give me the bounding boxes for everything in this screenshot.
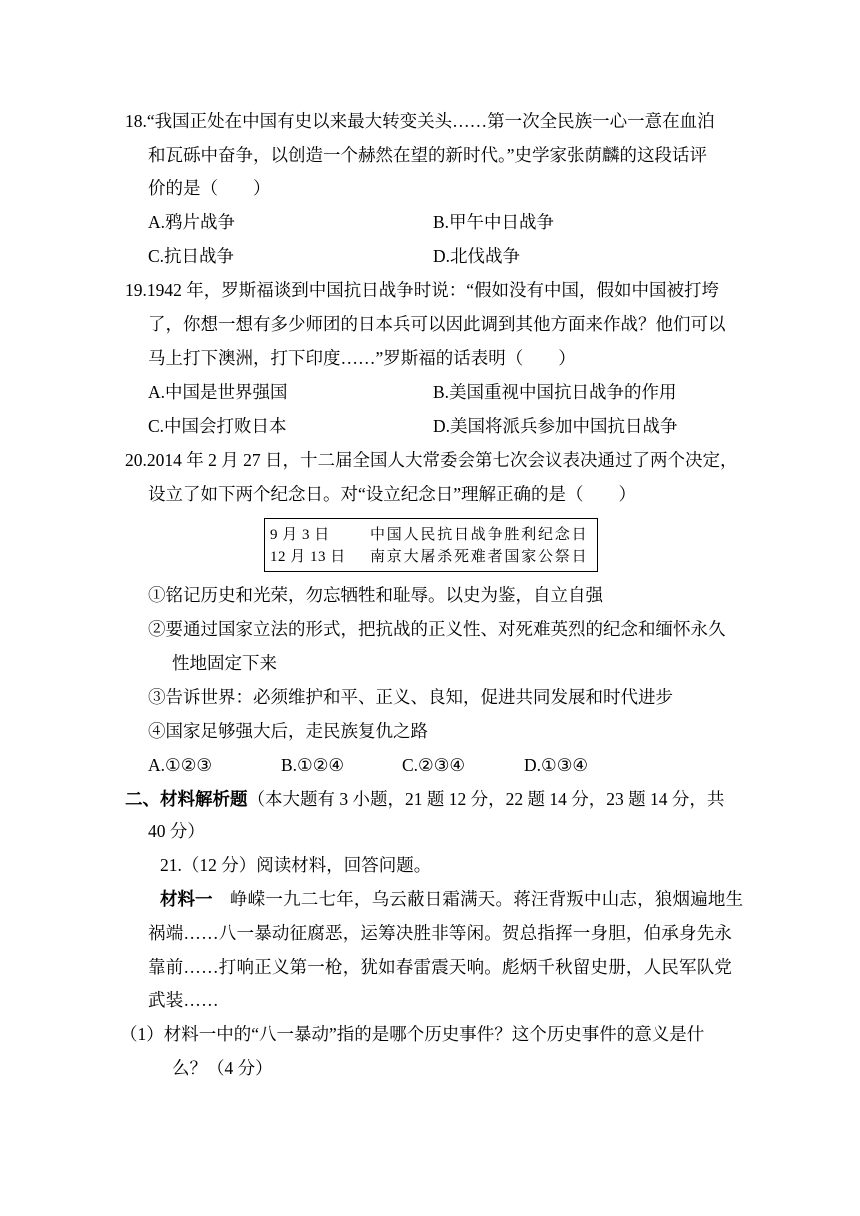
q20-statement-3: ③告诉世界：必须维护和平、正义、良知，促进共同发展和时代进步 [148,687,673,707]
q19-option-c: C.中国会打败日本 [148,416,287,436]
q19-stem-line-2: 了，你想一想有多少师团的日本兵可以因此调到其他方面来作战？他们可以 [148,314,726,334]
q20-option-b: B.①②④ [281,755,345,775]
material-line: 祸端……八一暴动征腐恶，运筹决胜非等闲。贺总指挥一身胆，伯承身先永 [148,923,733,943]
q19-stem-line-3: 马上打下澳洲，打下印度……”罗斯福的话表明（ ） [148,348,576,368]
q19-option-a: A.中国是世界强国 [148,382,288,402]
memorial-name: 南京大屠杀死难者国家公祭日 [370,549,589,565]
memorial-date: 12 月 13 日 [270,549,346,565]
material-line: 峥嵘一九二七年，乌云蔽日霜满天。蒋汪背叛中山志，狼烟遍地生 [230,889,744,909]
section-note-continued: 40 分） [148,821,205,841]
q20-option-a: A.①②③ [148,755,213,775]
memorial-days-box [264,518,598,572]
q20-stem-line-1: 20.2014 年 2 月 27 日，十二届全国人大常委会第七次会议表决通过了两个决定， [125,450,738,470]
q20-statement-2-continued: 性地固定下来 [172,653,277,673]
subquestion-line: 么？（4 分） [172,1058,273,1078]
memorial-date: 9 月 3 日 [270,527,330,543]
q18-option-a: A.鸦片战争 [148,212,236,232]
q19-option-b: B.美国重视中国抗日战争的作用 [433,382,677,402]
q18-stem-line-3: 价的是（ ） [148,178,271,198]
q20-statement-2: ②要通过国家立法的形式，把抗战的正义性、对死难英烈的纪念和缅怀永久 [148,619,726,639]
material-line: 靠前……打响正义第一枪，犹如春雷震天响。彪炳千秋留史册，人民军队党 [148,957,733,977]
q20-statement-1: ①铭记历史和光荣，勿忘牺牲和耻辱。以史为鉴，自立自强 [148,585,603,605]
q18-option-b: B.甲午中日战争 [433,212,555,232]
material-label: 材料一 [160,889,213,909]
material-line: 武装…… [148,990,219,1010]
section-heading: 二、材料解析题 [125,789,248,809]
memorial-row [270,548,588,566]
q18-option-d: D.北伐战争 [433,246,521,266]
q20-stem-line-2: 设立了如下两个纪念日。对“设立纪念日”理解正确的是（ ） [148,484,637,504]
memorial-name: 中国人民抗日战争胜利纪念日 [370,527,589,543]
q19-option-d: D.美国将派兵参加中国抗日战争 [433,416,678,436]
q21-intro: 21.（12 分）阅读材料，回答问题。 [160,855,432,875]
q18-option-c: C.抗日战争 [148,246,235,266]
subquestion-line: （1）材料一中的“八一暴动”指的是哪个历史事件？这个历史事件的意义是什 [120,1024,705,1044]
memorial-row [270,526,588,544]
q20-statement-4: ④国家足够强大后，走民族复仇之路 [148,721,428,741]
q20-option-c: C.②③④ [402,755,466,775]
q20-option-d: D.①③④ [524,755,589,775]
section-heading-line [125,789,724,809]
section-note: （本大题有 3 小题，21 题 12 分，22 题 14 分，23 题 14 分，共 [247,789,725,809]
q18-stem-line-1: 18.“我国正处在中国有史以来最大转变关头……第一次全民族一心一意在血泊 [125,111,715,131]
q18-stem-line-2: 和瓦砾中奋争，以创造一个赫然在望的新时代。”史学家张荫麟的这段话评 [148,145,708,165]
q19-stem-line-1: 19.1942 年，罗斯福谈到中国抗日战争时说：“假如没有中国，假如中国被打垮 [125,280,720,300]
